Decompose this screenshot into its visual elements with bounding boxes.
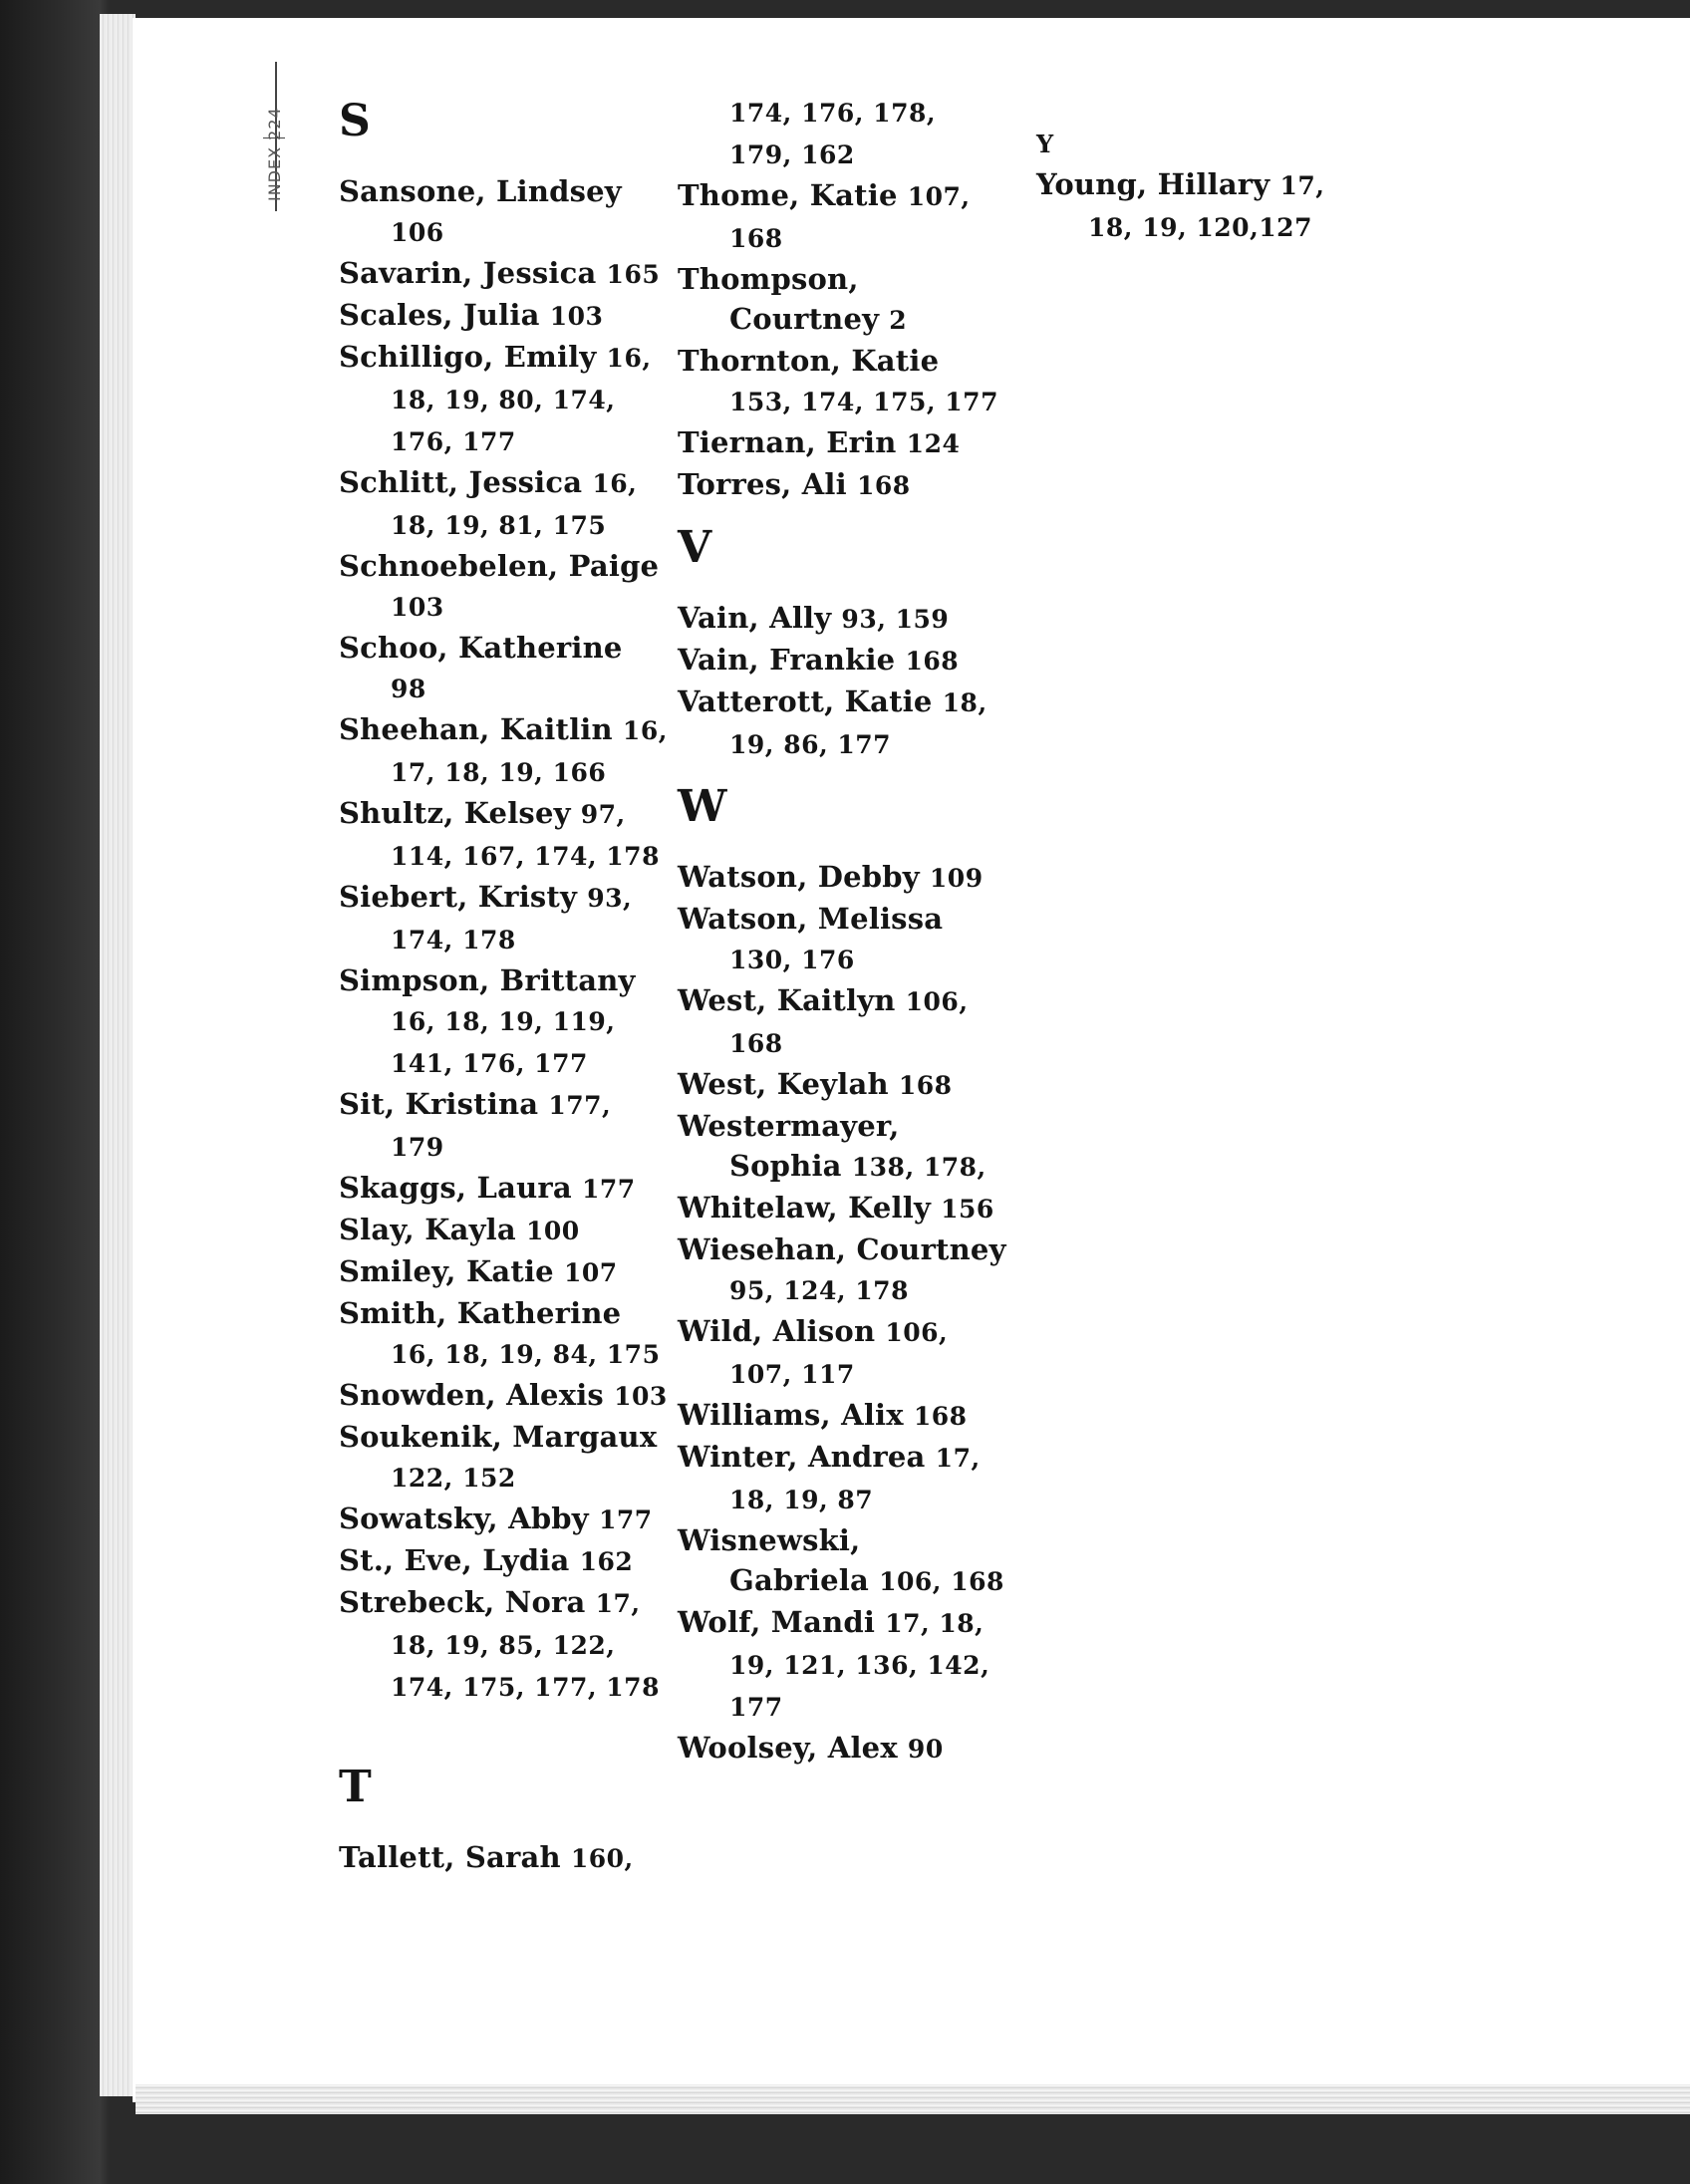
entry-name: Thornton, Katie [678,344,940,378]
entry-pages: 103 [614,1382,668,1411]
entry-pages: 156 [941,1195,994,1224]
index-entry [339,1375,668,1417]
entry-name: Strebeck, Nora [339,1585,586,1619]
entry-name: West, Kaitlyn [678,983,896,1017]
index-entry [339,1499,668,1540]
entry-pages: 106, 168 [729,987,969,1058]
index-entry [339,462,668,546]
entry-pages: 100 [525,1217,580,1245]
entry-pages: 17, 18, 19, 87 [729,1444,981,1514]
section-letter: Y [1036,130,1054,158]
index-entry [678,1064,1006,1106]
index-entry [339,709,668,793]
index-entry [339,1210,668,1251]
entry-name: Torres, Ali [678,467,847,501]
index-entry [339,628,668,709]
entry-name: Wolf, Mandi [678,1605,876,1639]
entry-name: Young, Hillary [1036,167,1270,201]
entry-pages: 107 [563,1258,618,1287]
entry-pages: 168 [913,1402,968,1431]
entry-name: Tallett, Sarah [339,1840,561,1874]
index-entry [678,464,1006,506]
entry-pages: 97, 114, 167, 174, 178 [391,800,660,871]
entry-name: Wild, Alison [678,1314,876,1348]
index-entry [678,1188,1006,1229]
entry-name: Wisnewski, Gabriela [678,1523,869,1597]
entry-name: Shultz, Kelsey [339,796,571,830]
entry-name: Schoo, Katherine [339,631,623,665]
index-entry [678,1520,1006,1602]
entry-name: Sheehan, Kaitlin [339,712,613,746]
index-entry [678,175,1006,259]
entry-pages: 122, 152 [391,1464,516,1493]
page-stack-bottom-edge [136,2084,1690,2114]
index-entry [678,422,1006,464]
index-entry [678,682,1006,765]
entry-pages: 124 [906,429,961,458]
section-entries [339,1837,668,1879]
index-entry [678,1311,1006,1395]
entry-pages: 109 [929,864,984,893]
section-entries [678,92,1006,506]
entry-pages: 174, 176, 178, 179, 162 [729,99,937,169]
index-entry [678,1229,1006,1311]
entry-name: Smiley, Katie [339,1254,554,1288]
index-entry [678,899,1006,980]
section-entries [339,171,668,1708]
entry-name: Sansone, Lindsey [339,174,622,208]
entry-pages: 106 [391,218,444,247]
entry-name: Snowden, Alexis [339,1378,604,1412]
entry-pages: 162 [579,1547,634,1576]
entry-pages: 16, 18, 19, 81, 175 [391,469,638,540]
entry-pages: 2 [889,306,908,335]
index-entry [339,1251,668,1293]
entry-pages: 17, 18, 19, 85, 122, 174, 175, 177, 178 [391,1589,660,1702]
entry-pages: 177 [581,1175,636,1204]
index-entry [678,1602,1006,1728]
entry-name: Wiesehan, Courtney [678,1232,1006,1266]
index-entry [678,92,1006,175]
index-entry [678,1437,1006,1520]
index-entry [339,1168,668,1210]
entry-name: Soukenik, Margaux [339,1420,658,1454]
index-entry [678,341,1006,422]
index-entry [678,598,1006,640]
entry-name: Savarin, Jessica [339,256,597,290]
folio-marker [257,62,297,221]
index-entry [339,337,668,462]
folio-number: INDEX 224 [265,107,284,201]
section-letter: V [678,522,712,573]
section-letter: S [339,96,371,146]
index-entry [339,1540,668,1582]
entry-pages: 16, 17, 18, 19, 166 [391,716,668,787]
entry-name: Sowatsky, Abby [339,1502,589,1535]
index-entry [1036,164,1365,248]
index-entry [339,877,668,960]
entry-name: Vain, Frankie [678,643,896,677]
index-entry [678,259,1006,341]
entry-name: Smith, Katherine [339,1296,622,1330]
entry-name: Watson, Debby [678,860,920,894]
entry-name: Schilligo, Emily [339,340,597,374]
index-entry [678,980,1006,1064]
entry-name: Westermayer, Sophia [678,1109,900,1183]
index-entry [339,793,668,877]
section-entries [678,857,1006,1770]
entry-name: Schlitt, Jessica [339,465,583,499]
index-column-1 [339,92,668,1879]
index-entry [339,1084,668,1168]
entry-name: Williams, Alix [678,1398,904,1432]
entry-name: Scales, Julia [339,298,540,332]
entry-name: Schnoebelen, Paige [339,549,660,583]
entry-pages: 98 [391,675,426,703]
index-entry [339,546,668,628]
entry-name: Siebert, Kristy [339,880,578,914]
entry-name: St., Eve, Lydia [339,1543,570,1577]
index-entry [678,640,1006,682]
entry-pages: 106, 107, 117 [729,1318,949,1389]
entry-name: Sit, Kristina [339,1087,539,1121]
entry-name: Watson, Melissa [678,902,944,936]
entry-pages: 177, 179 [391,1091,612,1162]
entry-pages: 165 [606,260,661,289]
index-entry [678,1728,1006,1770]
entry-name: Simpson, Brittany [339,963,636,997]
entry-pages: 160, [570,1844,634,1873]
entry-pages: 93, 174, 178 [391,884,633,955]
entry-pages: 106, 168 [879,1567,1004,1596]
entry-name: Whitelaw, Kelly [678,1191,932,1225]
entry-pages: 103 [549,302,604,331]
entry-pages: 18, 19, 86, 177 [729,688,987,759]
entry-name: West, Keylah [678,1067,889,1101]
section-entries [678,598,1006,765]
entry-name: Woolsey, Alex [678,1731,898,1765]
entry-pages: 90 [907,1735,944,1764]
entry-name: Slay, Kayla [339,1213,516,1246]
index-entry [339,1417,668,1499]
entry-name: Skaggs, Laura [339,1171,572,1205]
index-entry [678,1106,1006,1188]
index-column-3 [1036,125,1365,248]
index-entry [678,1395,1006,1437]
entry-pages: 93, 159 [841,605,950,634]
section-entries [1036,164,1365,248]
entry-pages: 130, 176 [729,946,855,974]
entry-name: Tiernan, Erin [678,425,897,459]
index-entry [339,1582,668,1708]
entry-pages: 138, 178, [851,1153,986,1182]
entry-pages: 103 [391,593,444,622]
index-entry [339,295,668,337]
section-letter: W [678,781,727,832]
entry-pages: 16, 18, 19, 84, 175 [391,1340,661,1369]
entry-name: Vatterott, Katie [678,684,933,718]
section-letter: T [339,1762,372,1812]
entry-name: Winter, Andrea [678,1440,926,1474]
entry-pages: 17, 18, 19, 121, 136, 142, 177 [729,1609,990,1722]
entry-pages: 107, 168 [729,182,971,253]
entry-name: Thompson, Courtney [678,262,880,336]
index-column-2 [678,92,1006,1770]
entry-pages: 17, 18, 19, 120,127 [1088,171,1325,242]
index-entry [339,1837,668,1879]
index-entry [339,1293,668,1375]
entry-pages: 153, 174, 175, 177 [729,388,998,416]
entry-name: Thome, Katie [678,178,898,212]
entry-pages: 168 [905,647,960,676]
entry-pages: 168 [898,1071,953,1100]
entry-pages: 95, 124, 178 [729,1276,909,1305]
index-entry [339,253,668,295]
index-entry [678,857,1006,899]
entry-pages: 168 [856,471,911,500]
page-stack-left-edge [100,14,136,2096]
entry-pages: 177 [598,1505,653,1534]
index-entry [339,960,668,1084]
entry-pages: 16, 18, 19, 119, 141, 176, 177 [391,1007,616,1078]
entry-pages: 16, 18, 19, 80, 174, 176, 177 [391,344,652,456]
index-entry [339,171,668,253]
entry-name: Vain, Ally [678,601,832,635]
